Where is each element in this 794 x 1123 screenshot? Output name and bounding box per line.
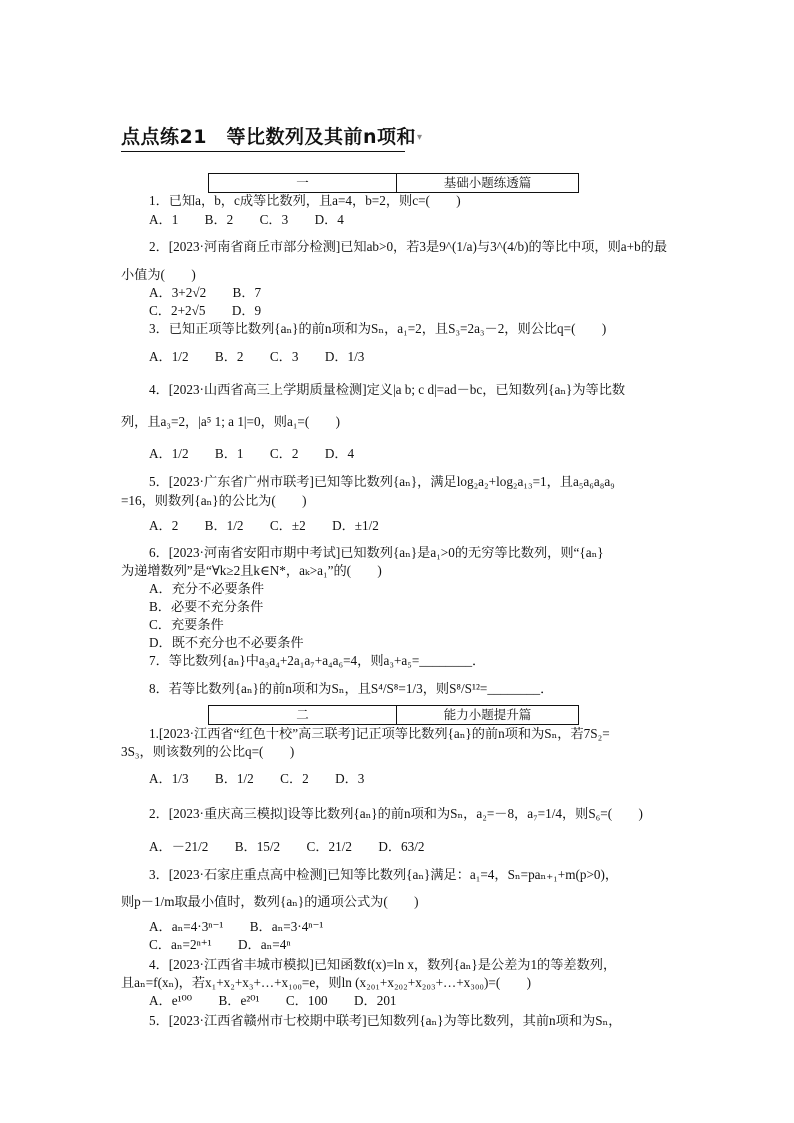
advanced-question-3-options-ab: A．aₙ=4·3ⁿ⁻¹ B．aₙ=3·4ⁿ⁻¹: [149, 919, 324, 934]
question-2-cont: 小值为( ): [121, 267, 196, 282]
page-title: [121, 122, 423, 149]
advanced-question-2-options: A．－21/2 B．15/2 C．21/2 D．63/2: [149, 839, 425, 854]
question-6-cont: 为递增数列”是“∀k≥2且k∈N*，aₖ>a₁”的( ): [121, 563, 382, 578]
question-6-option-a: A．充分不必要条件: [149, 581, 265, 596]
question-4-options: A．1/2 B．1 C．2 D．4: [149, 446, 355, 461]
question-6-option-b: B．必要不充分条件: [149, 599, 264, 614]
title-underline: [121, 151, 405, 152]
advanced-question-4: 4．[2023·江西省丰城市模拟]已知函数f(x)=ln x，数列{aₙ}是公差为1的等差数列，: [149, 957, 617, 972]
advanced-question-2: 2．[2023·重庆高三模拟]设等比数列{aₙ}的前n项和为Sₙ，a₂=－8，a₇=1/4，则S₆=( ): [149, 806, 643, 821]
advanced-question-1-options: A．1/3 B．1/2 C．2 D．3: [149, 771, 365, 786]
section-header-2: [208, 705, 579, 725]
advanced-question-1: 1.[2023·江西省“红色十校”高三联考]记正项等比数列{aₙ}的前n项和为Sₙ，若7S₂=: [149, 726, 610, 741]
advanced-question-1-cont: 3S₃，则该数列的公比q=( ): [121, 744, 295, 759]
section-number: 一: [209, 174, 397, 192]
question-5: 5．[2023·广东省广州市联考]已知等比数列{aₙ}，满足log₂a₂+log₂a₁₃=1，且a₅a₆a₈a₉: [149, 474, 615, 489]
question-4-cont: 列，且a₃=2，|a⁵ 1; a 1|=0，则a₁=( ): [121, 414, 341, 429]
question-6-option-d: D．既不充分也不必要条件: [149, 635, 304, 650]
question-6: 6．[2023·河南省安阳市期中考试]已知数列{aₙ}是a₁>0的无穷等比数列，则“{aₙ}: [149, 545, 604, 560]
advanced-question-3: 3．[2023·石家庄重点高中检测]已知等比数列{aₙ}满足：a₁=4，Sₙ=paₙ₊₁+m(p>0)，: [149, 867, 619, 882]
question-6-option-c: C．充要条件: [149, 617, 224, 632]
section-header-1: [208, 173, 579, 193]
advanced-question-4-options: A．e¹⁰⁰ B．e²⁰¹ C．100 D．201: [149, 993, 397, 1008]
question-8: 8．若等比数列{aₙ}的前n项和为Sₙ，且S⁴/S⁸=1/3，则S⁸/S¹²=________．: [149, 681, 554, 696]
advanced-question-3-options-cd: C．aₙ=2ⁿ⁺¹ D．aₙ=4ⁿ: [149, 937, 291, 952]
question-1-options: A．1 B．2 C．3 D．4: [149, 212, 344, 227]
question-3: 3．已知正项等比数列{aₙ}的前n项和为Sₙ，a₁=2，且S₃=2a₃－2，则公比q=( ): [149, 321, 607, 336]
question-7: 7．等比数列{aₙ}中a₃a₄+2a₁a₇+a₄a₆=4，则a₃+a₅=________．: [149, 653, 486, 668]
advanced-question-4-cont: 且aₙ=f(xₙ)，若x₁+x₂+x₃+…+x₁₀₀=e，则ln (x₂₀₁+x₂₀₂+x₂₀₃+…+x₃₀₀)=( ): [121, 975, 532, 990]
question-3-options: A．1/2 B．2 C．3 D．1/3: [149, 349, 365, 364]
question-2-options-ab: A．3+2√2 B．7: [149, 285, 262, 300]
advanced-question-3-cont: 则p－1/m取最小值时，数列{aₙ}的通项公式为( ): [121, 894, 419, 909]
section-number: 二: [209, 706, 397, 724]
question-4: 4．[2023·山西省高三上学期质量检测]定义|a b; c d|=ad－bc，已知数列{aₙ}为等比数: [149, 382, 626, 397]
question-2: 2．[2023·河南省商丘市部分检测]已知ab>0，若3是9^(1/a)与3^(4/b)的等比中项，则a+b的最: [149, 239, 668, 254]
question-5-cont: =16，则数列{aₙ}的公比为( ): [121, 493, 307, 508]
section-name: 基础小题练透篇: [443, 175, 532, 190]
question-2-options-cd: C．2+2√5 D．9: [149, 303, 262, 318]
section-name: 能力小题提升篇: [443, 707, 532, 722]
page-title-text: 点点练21 等比数列及其前n项和: [121, 126, 416, 148]
dropdown-marker-icon: ▾: [416, 132, 423, 143]
question-5-options: A．2 B．1/2 C．±2 D．±1/2: [149, 518, 379, 533]
advanced-question-5: 5．[2023·江西省赣州市七校期中联考]已知数列{aₙ}为等比数列，其前n项和为Sₙ，: [149, 1013, 622, 1028]
question-1: 1．已知a，b，c成等比数列，且a=4，b=2，则c=( ): [149, 193, 461, 208]
